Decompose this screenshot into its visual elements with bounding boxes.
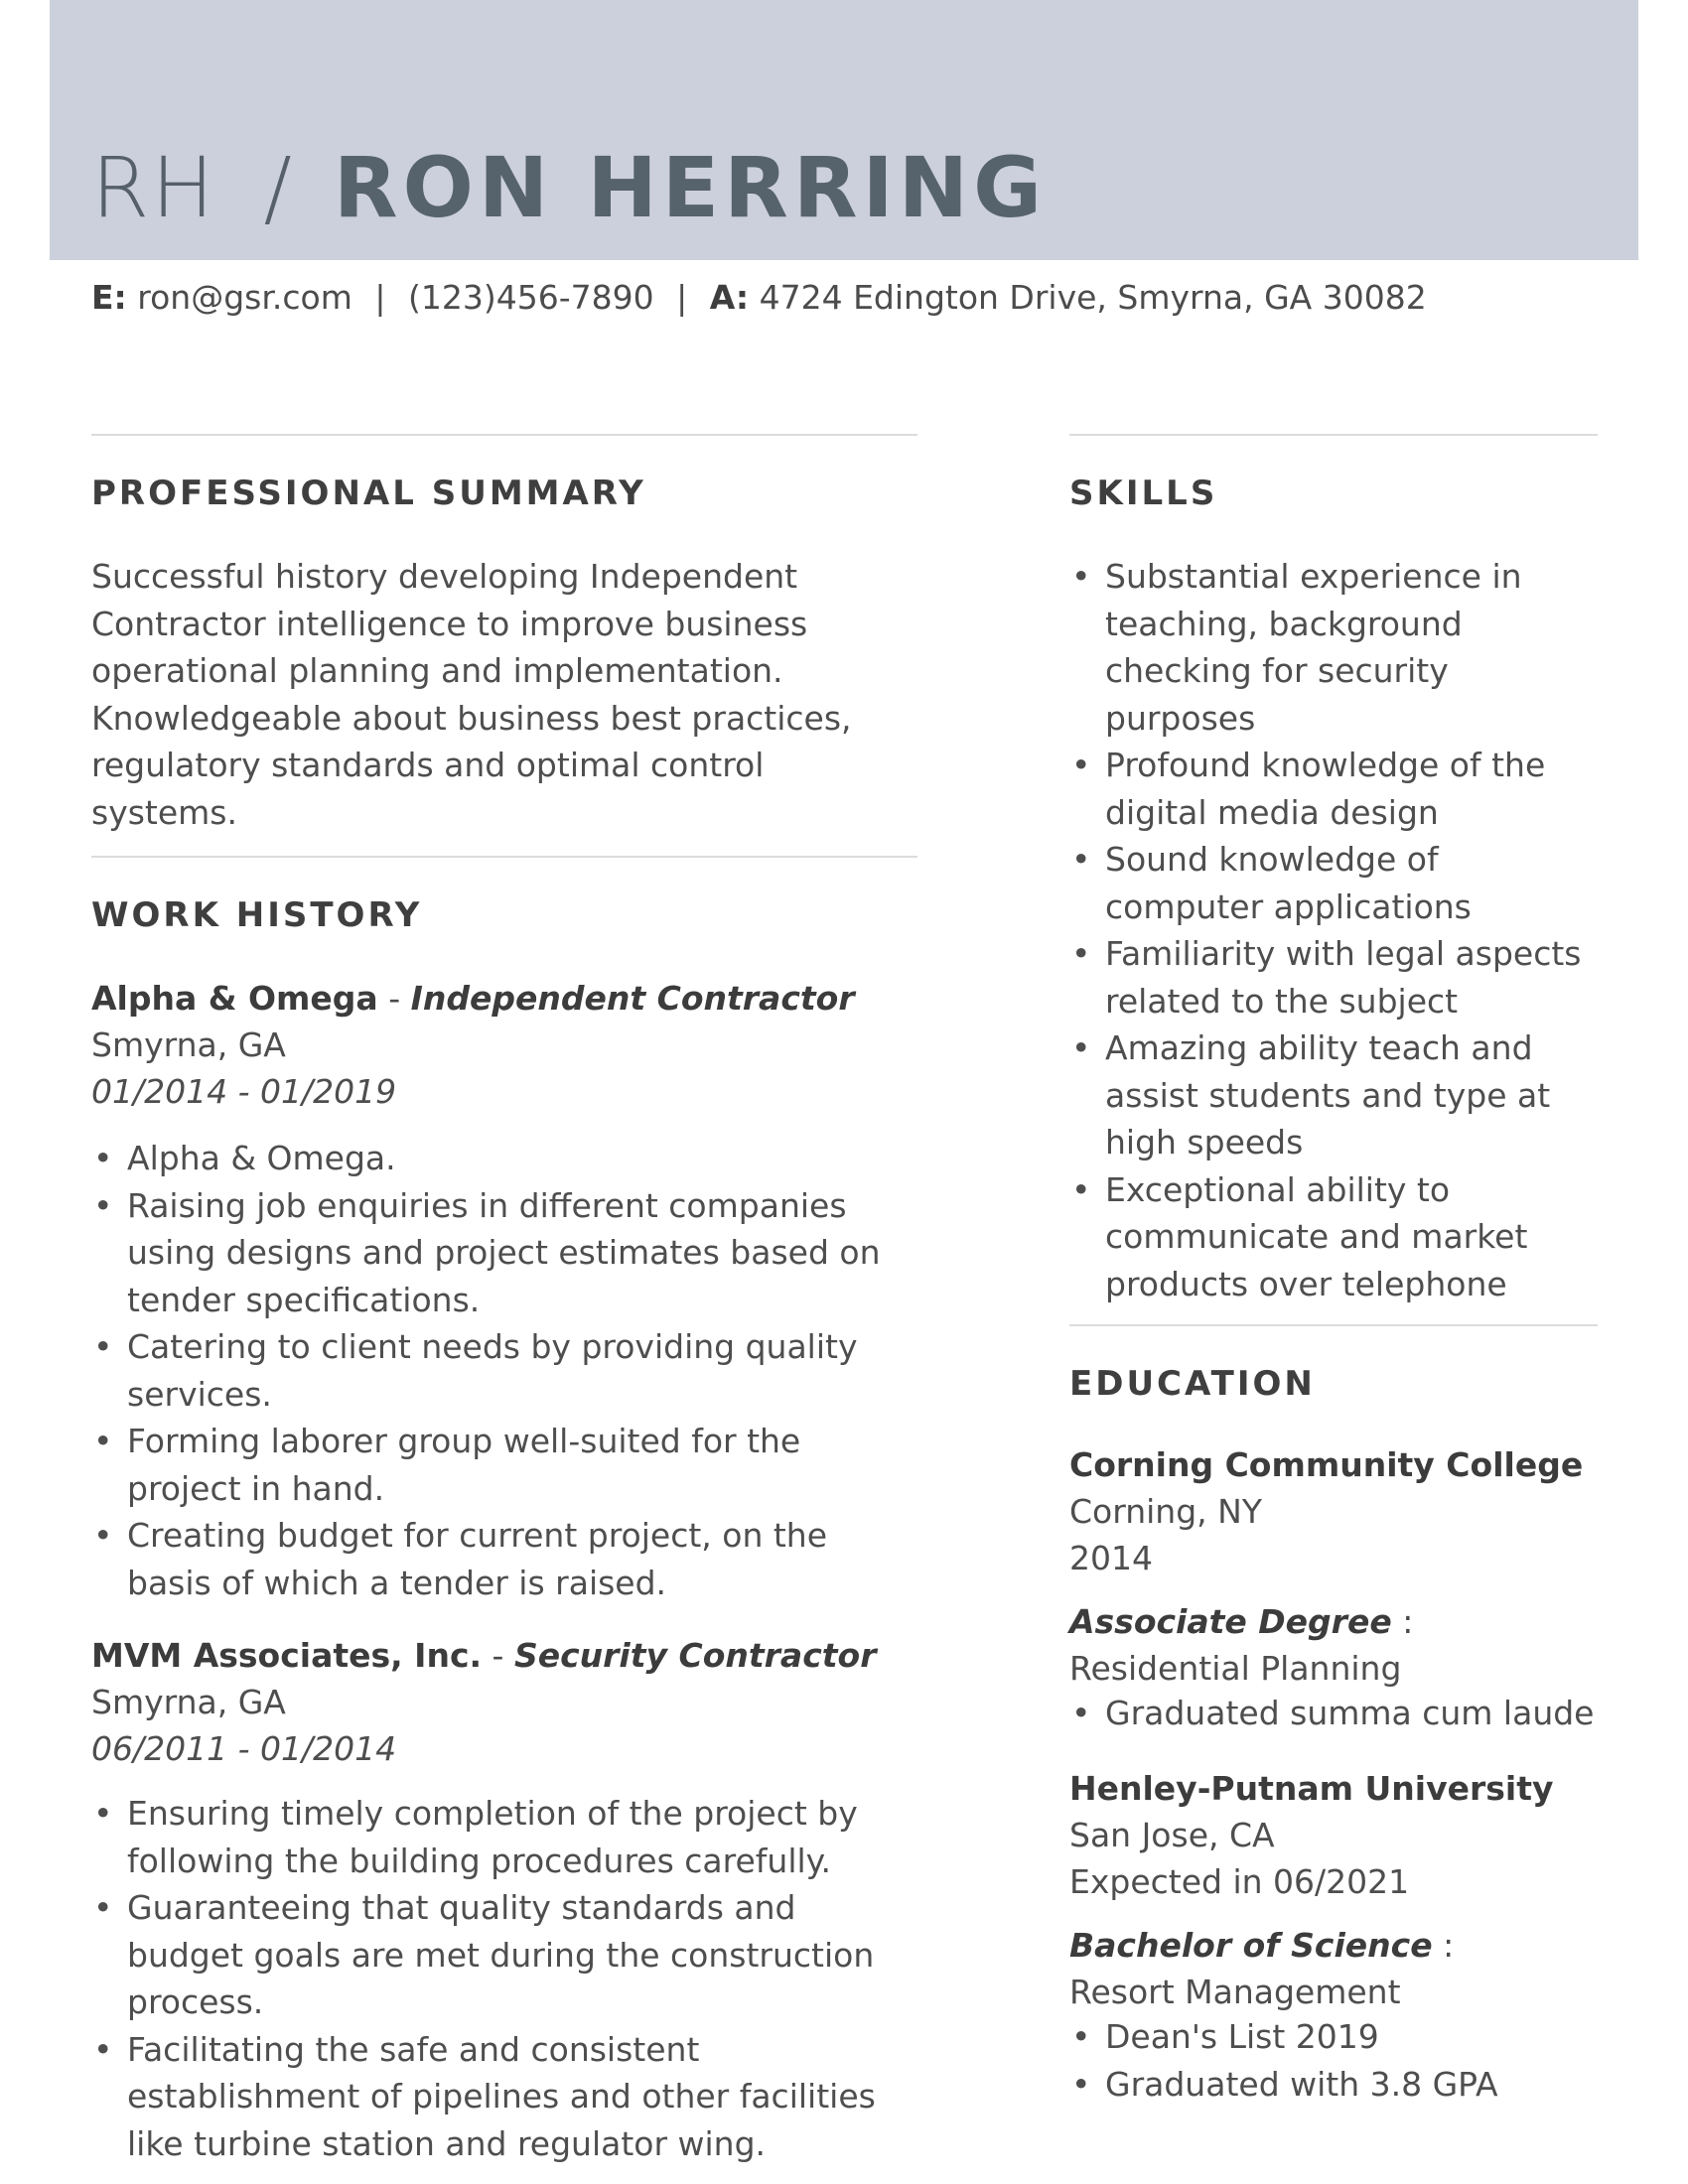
edu-location: Corning, NY (1069, 1492, 1262, 1531)
section-title-work: WORK HISTORY (91, 895, 423, 935)
job-dates: 01/2014 - 01/2019 (91, 1072, 397, 1111)
summary-text (91, 553, 917, 836)
skills-list (1069, 553, 1596, 1307)
edu-date: Expected in 06/2021 (1069, 1862, 1410, 1901)
contact-line (91, 278, 1427, 317)
name-line (91, 139, 1047, 248)
edu-field: Residential Planning (1069, 1649, 1402, 1688)
section-title-summary: PROFESSIONAL SUMMARY (91, 474, 646, 513)
job-location: Smyrna, GA (91, 1683, 286, 1721)
job-company: Alpha & Omega (91, 979, 378, 1018)
list-item: • Graduated summa cum laude (1069, 1690, 1606, 1737)
edu-bullets (1069, 2013, 1606, 2108)
list-item: • Ensuring timely completion of the project by following the building procedures carefully. (91, 1790, 915, 1884)
divider-work (91, 856, 917, 858)
full-name: RON HERRING (333, 139, 1048, 236)
phone: (123)456-7890 (407, 278, 654, 317)
edu-bullets (1069, 1690, 1606, 1737)
job-header (91, 979, 855, 1018)
edu-school: Henley-Putnam University (1069, 1769, 1554, 1808)
list-item: • Substantial experience in teaching, background checking for security purposes (1069, 553, 1596, 742)
list-item: • Graduated with 3.8 GPA (1069, 2061, 1606, 2109)
list-item: • Creating budget for current project, on the basis of which a tender is raised. (91, 1512, 915, 1606)
list-item: • Familiarity with legal aspects related to the subject (1069, 930, 1596, 1024)
list-item: • Forming laborer group well-suited for the project in hand. (91, 1418, 915, 1512)
list-item: • Raising job enquiries in different companies using designs and project estimates based on tender specifications. (91, 1182, 915, 1324)
list-item: • Catering to client needs by providing quality services. (91, 1323, 915, 1418)
divider-skills (1069, 434, 1598, 436)
job-role: Independent Contractor (410, 979, 855, 1018)
summary-line: Successful history developing Independent (91, 557, 798, 596)
degree-name: Associate Degree (1069, 1602, 1392, 1641)
email: ron@gsr.com (137, 278, 352, 317)
divider-education (1069, 1324, 1598, 1326)
edu-location: San Jose, CA (1069, 1816, 1275, 1854)
divider-summary (91, 434, 917, 436)
edu-date: 2014 (1069, 1539, 1153, 1577)
job-dash: - (482, 1636, 514, 1675)
summary-line: Knowledgeable about business best practices, (91, 698, 852, 738)
section-title-skills: SKILLS (1069, 474, 1218, 513)
job-role: Security Contractor (513, 1636, 877, 1675)
job-company: MVM Associates, Inc. (91, 1636, 483, 1675)
job-bullets (91, 1135, 915, 1606)
edu-degree (1069, 1926, 1454, 1965)
degree-name: Bachelor of Science (1069, 1926, 1433, 1965)
list-item: • Facilitating the safe and consistent establishment of pipelines and other facilities like turbine station and regulator wing. (91, 2026, 915, 2168)
summary-line: operational planning and implementation. (91, 651, 783, 690)
contact-divider: | (676, 278, 688, 317)
address: 4724 Edington Drive, Smyrna, GA 30082 (759, 278, 1427, 317)
edu-school: Corning Community College (1069, 1445, 1584, 1484)
list-item: • Amazing ability teach and assist students and type at high speeds (1069, 1024, 1596, 1166)
initials: RH (91, 139, 216, 236)
job-dash: - (377, 979, 411, 1018)
edu-degree (1069, 1602, 1413, 1641)
degree-colon: : (1391, 1602, 1414, 1641)
list-item: • Profound knowledge of the digital media design (1069, 742, 1596, 836)
name-separator: / (263, 139, 292, 236)
address-label: A: (709, 278, 750, 317)
job-bullets (91, 1790, 915, 2167)
list-item: • Dean's List 2019 (1069, 2013, 1606, 2061)
degree-colon: : (1432, 1926, 1455, 1965)
summary-line: Contractor intelligence to improve business (91, 604, 808, 643)
list-item: • Sound knowledge of computer applications (1069, 836, 1596, 930)
list-item: • Guaranteeing that quality standards and budget goals are met during the construction process. (91, 1884, 915, 2026)
summary-line: regulatory standards and optimal control systems. (91, 746, 765, 832)
contact-divider: | (374, 278, 386, 317)
edu-field: Resort Management (1069, 1973, 1401, 2011)
job-location: Smyrna, GA (91, 1025, 286, 1064)
job-dates: 06/2011 - 01/2014 (91, 1729, 397, 1768)
section-title-education: EDUCATION (1069, 1364, 1316, 1404)
job-header (91, 1636, 876, 1675)
list-item: • Exceptional ability to communicate and market products over telephone (1069, 1166, 1596, 1308)
email-label: E: (91, 278, 127, 317)
list-item: • Alpha & Omega. (91, 1135, 915, 1182)
